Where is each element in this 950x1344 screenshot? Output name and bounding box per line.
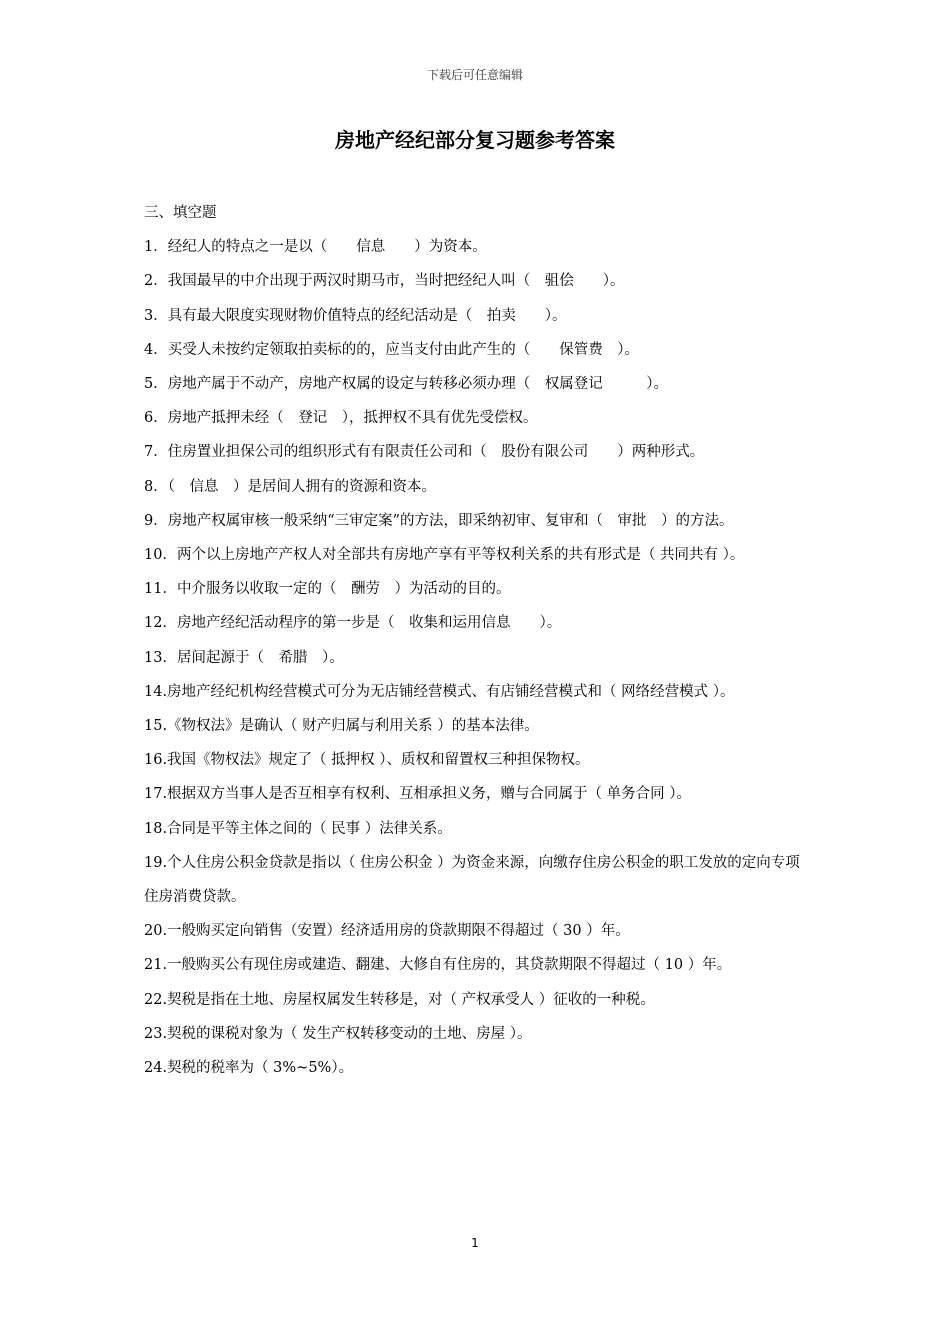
question-item: 23.契税的课税对象为（ 发生产权转移变动的土地、房屋 ）。 — [144, 1025, 532, 1042]
question-item: 6．房地产抵押未经（ 登记 ），抵押权不具有优先受偿权。 — [144, 410, 538, 427]
question-item: 11．中介服务以收取一定的（ 酬劳 ）为活动的目的。 — [144, 581, 511, 598]
question-item: 17.根据双方当事人是否互相享有权利、互相承担义务，赠与合同属于（ 单务合同 ）。 — [144, 786, 692, 803]
question-item: 4．买受人未按约定领取拍卖标的的，应当支付由此产生的（ 保管费 ）。 — [144, 341, 639, 358]
question-item: 7．住房置业担保公司的组织形式有有限责任公司和（ 股份有限公司 ）两种形式。 — [144, 444, 705, 461]
question-item: 19.个人住房公积金贷款是指以（ 住房公积金 ）为资金来源，向缴存住房公积金的职工发放的定向专项住房消费贷款。 — [144, 854, 800, 906]
question-item: 20.一般购买定向销售（安置）经济适用房的贷款期限不得超过（ 30 ）年。 — [144, 923, 630, 940]
question-item: 16.我国《物权法》规定了（ 抵押权 ）、质权和留置权三种担保物权。 — [144, 752, 590, 769]
question-item: 2．我国最早的中介出现于两汉时期马市，当时把经纪人叫（ 驵侩 ）。 — [144, 273, 625, 290]
section-heading: 三、填空题 — [144, 205, 217, 221]
question-item: 3．具有最大限度实现财物价值特点的经纪活动是（ 拍卖 ）。 — [144, 307, 567, 324]
question-item: 12．房地产经纪活动程序的第一步是（ 收集和运用信息 ）。 — [144, 615, 562, 632]
page-number: 1 — [471, 1236, 479, 1250]
question-item: 21.一般购买公有现住房或建造、翻建、大修自有住房的，其贷款期限不得超过（ 10 ）年。 — [144, 957, 732, 974]
question-item: 22.契税是指在土地、房屋权属发生转移是，对（ 产权承受人 ）征收的一种税。 — [144, 991, 655, 1008]
question-item: 14.房地产经纪机构经营模式可分为无店铺经营模式、有店铺经营模式和（ 网络经营模式 ）。 — [144, 683, 735, 700]
question-item: 1．经纪人的特点之一是以（ 信息 ）为资本。 — [144, 239, 487, 256]
document-body — [144, 196, 814, 1085]
document-title: 房地产经纪部分复习题参考答案 — [335, 128, 615, 152]
question-item: 5．房地产属于不动产，房地产权属的设定与转移必须办理（ 权属登记 ）。 — [144, 376, 668, 393]
question-item: 24.契税的税率为（ 3%~5%）。 — [144, 1060, 354, 1077]
question-item: 13．居间起源于（ 希腊 ）。 — [144, 649, 344, 666]
question-item: 15.《物权法》是确认（ 财产归属与利用关系 ）的基本法律。 — [144, 718, 539, 735]
question-item: 8．（ 信息 ）是居间人拥有的资源和资本。 — [144, 478, 436, 495]
question-item: 18.合同是平等主体之间的（ 民事 ）法律关系。 — [144, 820, 452, 837]
page-header: 下载后可任意编辑 — [426, 68, 523, 82]
question-item: 9．房地产权属审核一般采纳“三审定案”的方法，即采纳初审、复审和（ 审批 ）的方法。 — [144, 512, 734, 529]
question-item: 10．两个以上房地产产权人对全部共有房地产享有平等权利关系的共有形式是（ 共同共有 ）。 — [144, 547, 745, 564]
